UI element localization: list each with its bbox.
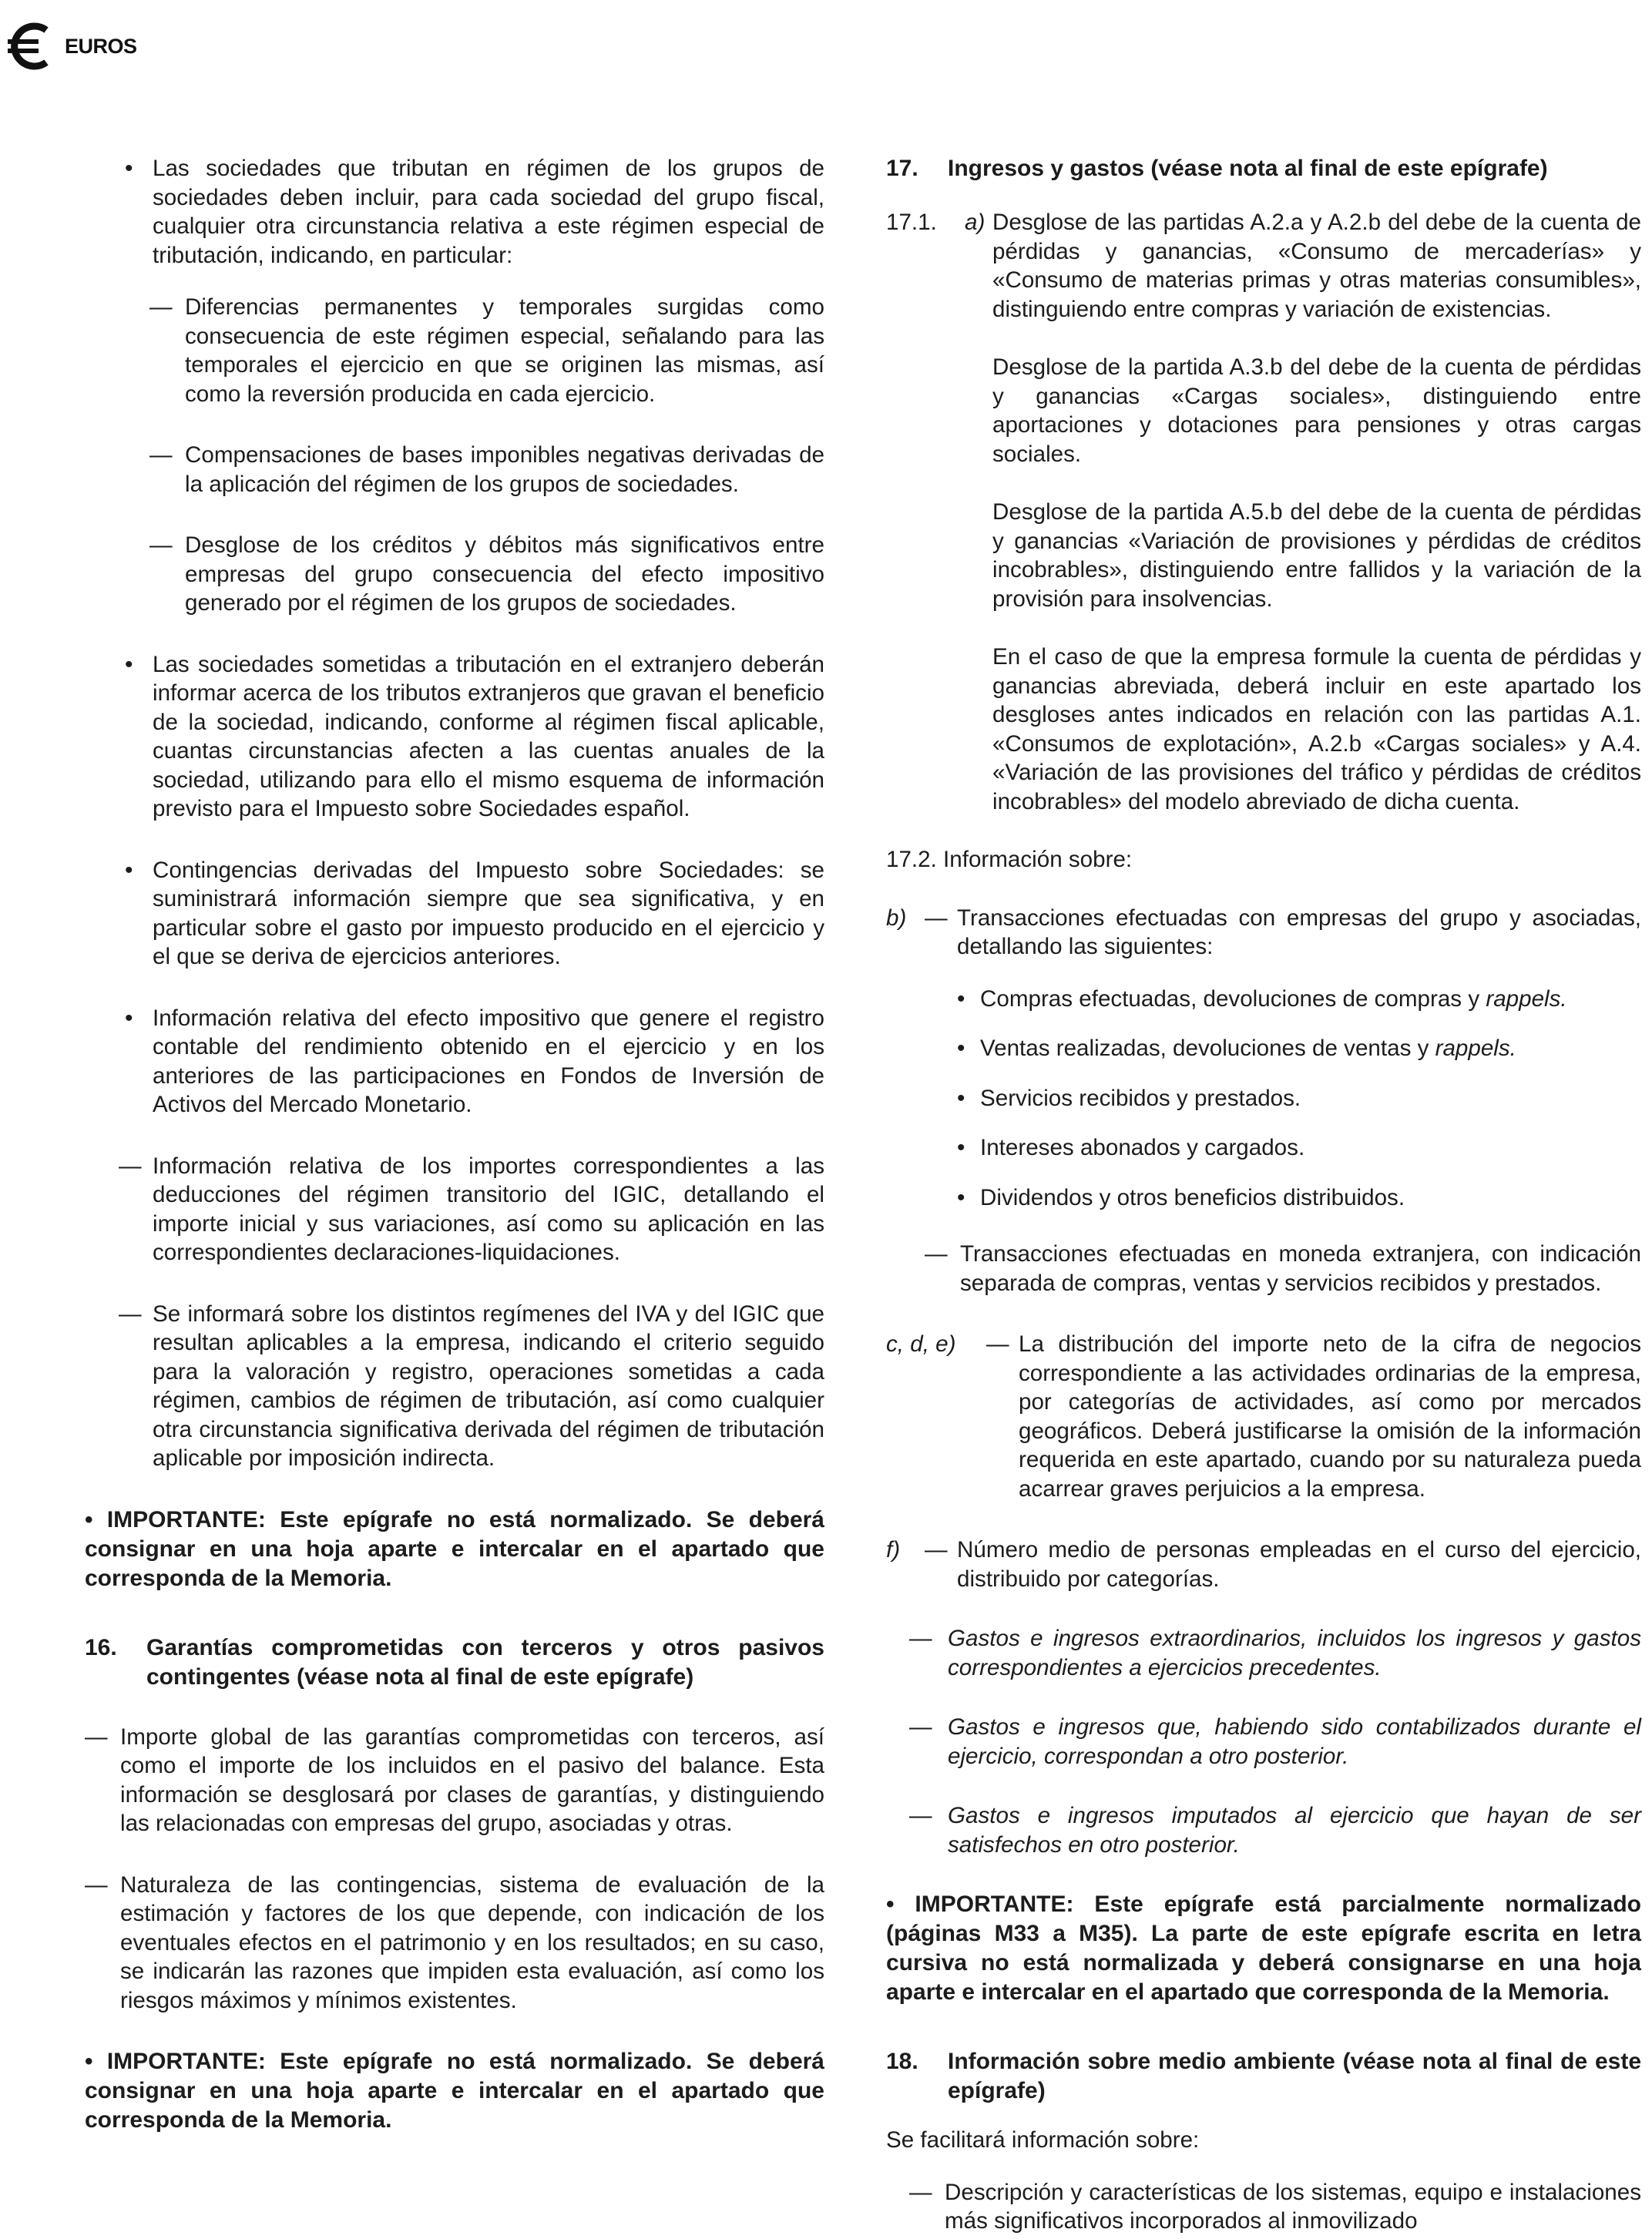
list-item: c, d, e) — La distribución del importe neto de la cifra de negocios correspondiente a las actividades ordinarias de la empresa, por categorías de actividades, así como por mercados geográficos. Deberá justificarse la omisión de la información requerida en este apartado, cuando por su naturaleza pueda acarrear graves perjuicios a la empresa. (886, 1330, 1641, 1503)
bullet-icon: • (125, 1005, 133, 1031)
paragraph: Desglose de la partida A.5.b del debe de la cuenta de pérdidas y ganancias «Variación de provisiones y pérdidas de créditos incobrables», distinguiendo entre fallidos y la variación de la provisión para insolvencias. (992, 499, 1641, 612)
section-heading-18: 18. Información sobre medio ambiente (véase nota al final de este epígrafe) (886, 2049, 1641, 2103)
bullet-icon: • (125, 156, 133, 181)
list-item: — Importe global de las garantías comprometidas con terceros, así como el importe de los incluidos en el pasivo del balance. Esta información se desglosará por clases de garantías, y distinguiendo las relacionadas con empresas del grupo, asociadas y otras. (85, 1723, 824, 1838)
list-item: — Naturaleza de las contingencias, sistema de evaluación de la estimación y factores de los que depende, con indicación de los eventuales efectos en el patrimonio y en los resultados; en su caso, se indicarán las razones que impiden esta evaluación, así como los riesgos máximos y mínimos existentes. (85, 1871, 824, 2016)
dash-icon: — (119, 1153, 142, 1179)
list-item: — Transacciones efectuadas en moneda extranjera, con indicación separada de compras, ventas y servicios recibidos y prestados. (925, 1240, 1641, 1297)
dash-icon: — (925, 1537, 948, 1563)
list-item: • Las sociedades que tributan en régimen de los grupos de sociedades deben incluir, para cada sociedad del grupo fiscal, cualquier otra circunstancia relativa a este régimen especial de tributación, indicando, en particular: (85, 154, 824, 270)
list-item: — Desglose de los créditos y débitos más significativos entre empresas del grupo consecuencia del efecto impositivo generado por el régimen de los grupos de sociedades. (149, 531, 824, 618)
list-item: — Gastos e ingresos extraordinarios, incluidos los ingresos y gastos correspondientes a ejercicios precedentes. (909, 1624, 1641, 1682)
dash-icon: — (119, 1301, 142, 1327)
list-item: • Información relativa del efecto impositivo que genere el registro contable del rendimiento obtenido en el ejercicio y en los anteriores de las participaciones en Fondos de Inversión de Activos del Mercado Monetario. (85, 1004, 824, 1120)
subsection-17-1: 17.1. a) Desglose de las partidas A.2.a y A.2.b del debe de la cuenta de pérdidas y ganancias, «Consumo de mercaderías» y «Consumo de materias primas y otras materias consumibles», distinguiendo entre compras y variación de existencias. (886, 210, 1641, 322)
left-column (85, 154, 824, 2175)
list-item: • Ventas realizadas, devoluciones de ventas y rappels. (957, 1034, 1641, 1063)
bullet-icon: • (125, 857, 133, 883)
important-note: • IMPORTANTE: Este epígrafe no está normalizado. Se deberá consignar en una hoja aparte e intercalar en el apartado que corresponda de la Memoria. (85, 1506, 824, 1591)
list-item: — Información relativa de los importes correspondientes a las deducciones del régimen transitorio del IGIC, detallando el importe inicial y sus variaciones, así como su aplicación en las correspondientes declaraciones-liquidaciones. (85, 1152, 824, 1267)
dash-icon: — (85, 1871, 108, 1898)
paragraph: Desglose de la partida A.3.b del debe de la cuenta de pérdidas y ganancias «Cargas sociales», distinguiendo entre aportaciones y dotaciones para pensiones y otras cargas sociales. (992, 354, 1641, 467)
section-heading-17: 17. Ingresos y gastos (véase nota al final de este epígrafe) (886, 156, 1548, 181)
bullet-icon: • (957, 1036, 965, 1061)
list-item: • Contingencias derivadas del Impuesto sobre Sociedades: se suministrará información siempre que sea significativa, y en particular sobre el gasto por impuesto producido en el ejercicio y el que se deriva de ejercicios anteriores. (85, 856, 824, 972)
dash-icon: — (85, 1724, 108, 1750)
list-item: — Se informará sobre los distintos regímenes del IVA y del IGIC que resultan aplicables a la empresa, indicando el criterio seguido para la valoración y registro, operaciones sometidas a cada régimen, cambios de régimen de tributación, así como cualquier otra circunstancia significativa derivada del régimen de tributación aplicable por imposición indirecta. (85, 1300, 824, 1473)
list-item: — Compensaciones de bases imponibles negativas derivadas de la aplicación del régimen de los grupos de sociedades. (149, 441, 824, 498)
euro-symbol-icon (6, 21, 57, 72)
bullet-icon: • (957, 1184, 965, 1210)
list-item: — Descripción y características de los sistemas, equipo e instalaciones más significativos incorporados al inmovilizado (909, 2178, 1641, 2236)
bullet-icon: • (957, 1085, 965, 1111)
page-header (6, 15, 137, 77)
dash-icon: — (149, 442, 173, 468)
dash-icon: — (909, 1626, 932, 1651)
list-item: • Intereses abonados y cargados. (957, 1133, 1641, 1163)
list-item: b) — Transacciones efectuadas con empresas del grupo y asociadas, detallando las siguientes: (886, 904, 1641, 962)
paragraph: Se facilitará información sobre: (886, 2127, 1200, 2153)
right-column (886, 154, 1641, 2236)
paragraph: En el caso de que la empresa formule la cuenta de pérdidas y ganancias abreviada, deberá incluir en este apartado los desgloses antes indicados en relación con las partidas A.1. «Consumos de explotación», A.2.b «Cargas sociales» y A.4. «Variación de las provisiones del tráfico y pérdidas de créditos incobrables» del modelo abreviado de dicha cuenta. (992, 644, 1641, 814)
dash-icon: — (149, 532, 173, 558)
list-item: • Las sociedades sometidas a tributación en el extranjero deberán informar acerca de los tributos extranjeros que gravan el beneficio de la sociedad, indicando, conforme al régimen fiscal aplicable, cuantas circunstancias afecten a las cuentas anuales de la sociedad, utilizando para ello el mismo esquema de información previsto para el Impuesto sobre Sociedades español. (85, 650, 824, 824)
dash-icon: — (986, 1331, 1009, 1357)
dash-icon: — (925, 905, 948, 931)
dash-icon: — (909, 1714, 932, 1740)
list-item: • Servicios recibidos y prestados. (957, 1084, 1641, 1113)
brand-name: EUROS (65, 34, 137, 58)
list-item: • Compras efectuadas, devoluciones de compras y rappels. (957, 985, 1641, 1014)
bullet-icon: • (957, 1135, 965, 1160)
list-item: — Gastos e ingresos que, habiendo sido contabilizados durante el ejercicio, correspondan a otro posterior. (909, 1713, 1641, 1771)
list-item: — Diferencias permanentes y temporales surgidas como consecuencia de este régimen especial, señalando para las temporales el ejercicio en que se originen las mismas, así como la reversión producida en cada ejercicio. (149, 293, 824, 408)
subsection-17-2: 17.2. Información sobre: (886, 847, 1133, 872)
section-heading-16: 16. Garantías comprometidas con terceros y otros pasivos contingentes (véase nota al final de este epígrafe) (85, 1634, 824, 1690)
list-item: f) — Número medio de personas empleadas en el curso del ejercicio, distribuido por categorías. (886, 1536, 1641, 1593)
dash-icon: — (909, 1803, 932, 1828)
bullet-icon: • (957, 985, 965, 1012)
important-note: • IMPORTANTE: Este epígrafe no está normalizado. Se deberá consignar en una hoja aparte e intercalar en el apartado que corresponda de la Memoria. (85, 2049, 824, 2133)
dash-icon: — (909, 2179, 932, 2205)
dash-icon: — (925, 1241, 948, 1267)
important-note: • IMPORTANTE: Este epígrafe está parcialmente normalizado (páginas M33 a M35). La parte de este epígrafe escrita en letra cursiva no está normalizada y deberá consignarse en una hoja aparte e intercalar en el apartado que corresponda de la Memoria. (886, 1892, 1641, 2005)
dash-icon: — (149, 294, 173, 320)
list-item: • Dividendos y otros beneficios distribuidos. (957, 1183, 1641, 1213)
list-item: — Gastos e ingresos imputados al ejercicio que hayan de ser satisfechos en otro posterior. (909, 1801, 1641, 1859)
bullet-icon: • (125, 651, 133, 677)
